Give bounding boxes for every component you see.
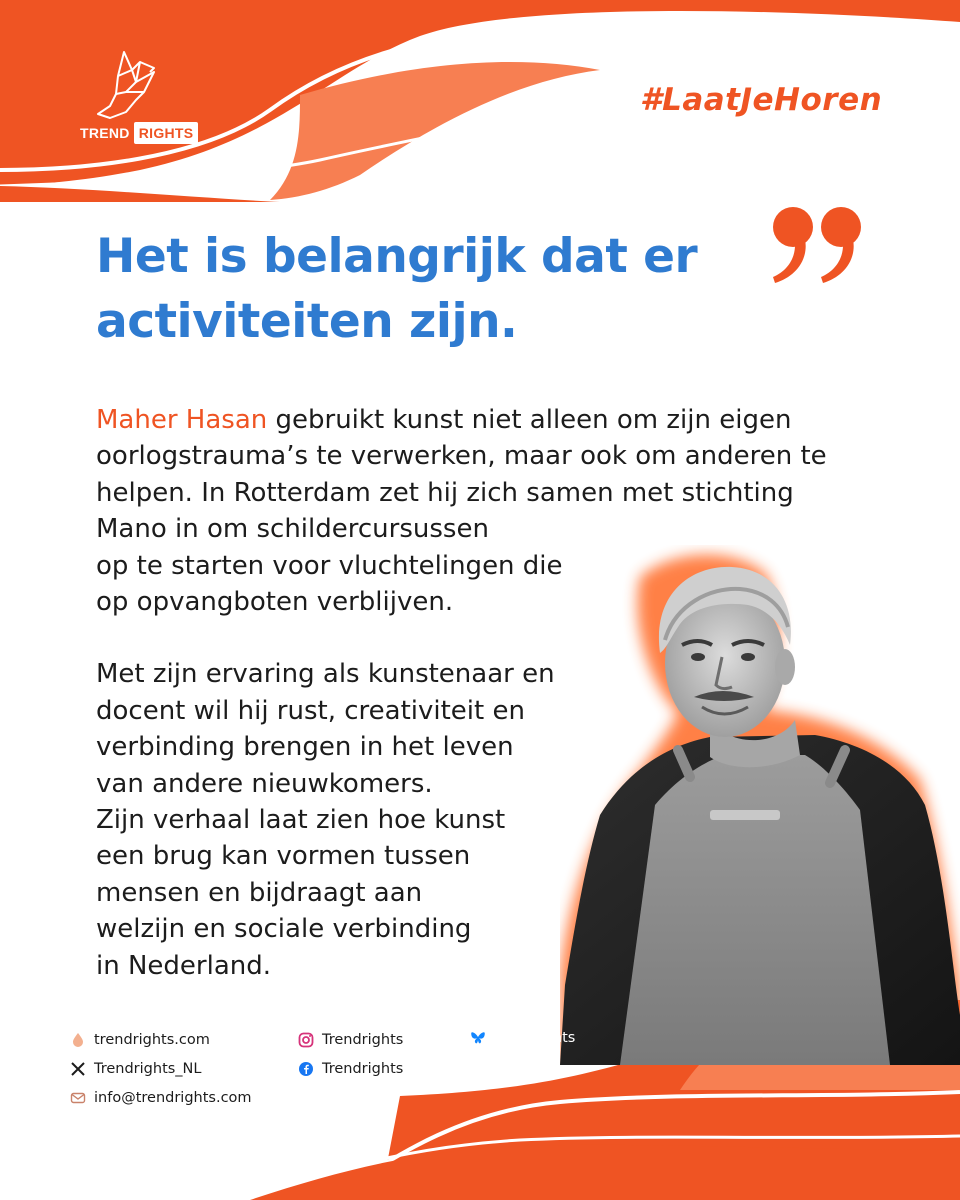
logo-text-rights: RIGHTS — [134, 122, 199, 144]
facebook-text: Trendrights — [322, 1061, 404, 1077]
bluesky-link[interactable] — [470, 1030, 575, 1046]
headline-line-1: Het is belangrijk dat er — [96, 229, 698, 284]
portrait-photo — [560, 545, 960, 1065]
story-line: verbinding brengen in het leven — [96, 732, 514, 763]
story-line: Zijn verhaal laat zien hoe kunst — [96, 805, 506, 836]
headline-line-2: activiteiten zijn. — [96, 294, 518, 349]
story-line: in Nederland. — [96, 950, 272, 981]
logo-wordmark — [80, 122, 198, 144]
story-line: helpen. In Rotterdam zet hij zich samen met stichting — [96, 477, 794, 508]
website-text: trendrights.com — [94, 1032, 210, 1048]
story-line: op opvangboten verblijven. — [96, 587, 454, 618]
hashtag-label: #LaatJeHoren — [640, 82, 883, 118]
instagram-text: Trendrights — [322, 1032, 404, 1048]
story-line: docent wil hij rust, creativiteit en — [96, 695, 525, 726]
x-account-text: Trendrights_NL — [94, 1061, 202, 1077]
story-line: mensen en bijdraagt aan — [96, 877, 423, 908]
instagram-icon — [298, 1032, 314, 1048]
facebook-link[interactable] — [298, 1061, 403, 1077]
story-line-text: gebruikt kunst niet alleen om zijn eigen — [267, 405, 792, 435]
bluesky-butterfly-icon — [470, 1030, 486, 1046]
story-line — [96, 402, 876, 438]
headline — [96, 224, 736, 354]
x-logo-icon — [70, 1061, 86, 1077]
story-line: oorlogstrauma’s te verwerken, maar ook om anderen te — [96, 441, 827, 472]
website-link[interactable] — [70, 1032, 210, 1048]
story-line: een brug kan vormen tussen — [96, 841, 471, 872]
logo-text-trend: TREND — [80, 125, 130, 141]
x-account-link[interactable] — [70, 1061, 201, 1077]
story-line: van andere nieuwkomers. — [96, 768, 433, 799]
globe-drop-icon — [70, 1032, 86, 1048]
email-link[interactable] — [70, 1090, 252, 1106]
story-line: op te starten voor vluchtelingen die — [96, 550, 563, 581]
instagram-link[interactable] — [298, 1032, 403, 1048]
story-line: Mano in om schildercursussen — [96, 514, 489, 545]
facebook-icon — [298, 1061, 314, 1077]
email-text: info@trendrights.com — [94, 1090, 252, 1106]
bluesky-text: Trendrights — [494, 1030, 576, 1046]
closing-quote-icon — [765, 205, 870, 285]
person-name: Maher Hasan — [96, 405, 268, 435]
mail-icon — [70, 1090, 86, 1106]
story-line: welzijn en sociale verbinding — [96, 914, 472, 945]
story-line: Met zijn ervaring als kunstenaar en — [96, 659, 555, 690]
